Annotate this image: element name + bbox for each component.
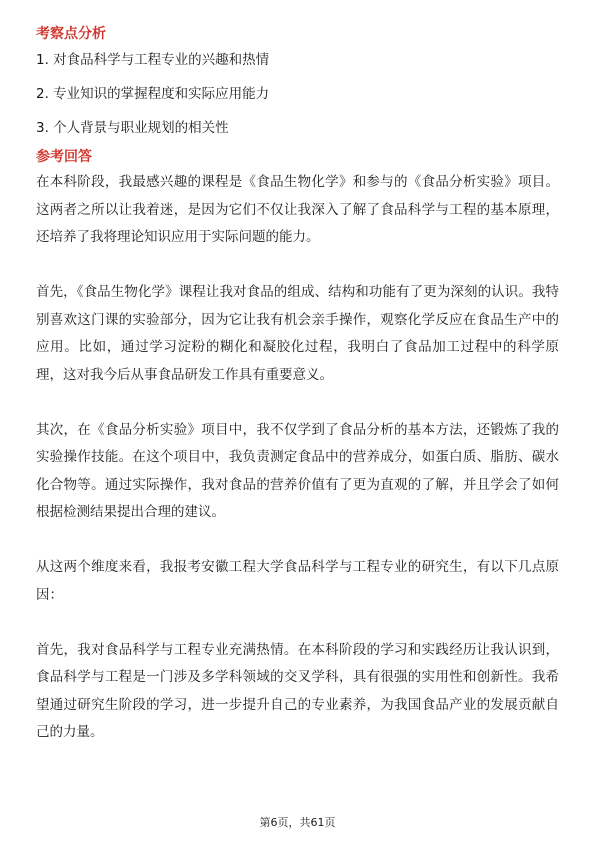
answer-body <box>36 169 559 747</box>
answer-paragraph: 在本科阶段，我最感兴趣的课程是《食品生物化学》和参与的《食品分析实验》项目。这两者之所以让我着迷，是因为它们不仅让我深入了解了食品科学与工程的基本原理，还培养了我将理论知识应用于实际问题的能力。 <box>36 174 559 245</box>
list-item: 1. 对食品科学与工程专业的兴趣和热情 <box>36 52 270 68</box>
answer-title: 参考回答 <box>36 149 92 165</box>
analysis-title: 考察点分析 <box>36 26 106 42</box>
answer-paragraph: 首先，我对食品科学与工程专业充满热情。在本科阶段的学习和实践经历让我认识到，食品科学与工程是一门涉及多学科领域的交叉学科，具有很强的实用性和创新性。我希望通过研究生阶段的学习，进一步提升自己的专业素养，为我国食品产业的发展贡献自己的力量。 <box>36 641 559 740</box>
document-page <box>36 22 559 747</box>
answer-paragraph: 首先，《食品生物化学》课程让我对食品的组成、结构和功能有了更为深刻的认识。我特别喜欢这门课的实验部分，因为它让我有机会亲手操作，观察化学反应在食品生产中的应用。比如，通过学习淀粉的糊化和凝胶化过程，我明白了食品加工过程中的科学原理，这对我今后从事食品研发工作具有重要意义。 <box>36 284 559 383</box>
analysis-list <box>36 46 559 143</box>
answer-paragraph: 从这两个维度来看，我报考安徽工程大学食品科学与工程专业的研究生，有以下几点原因： <box>36 559 559 603</box>
list-item: 3. 个人背景与职业规划的相关性 <box>36 120 229 136</box>
list-item: 2. 专业知识的掌握程度和实际应用能力 <box>36 86 270 102</box>
page-number: 第6页，共61页 <box>259 816 336 829</box>
answer-paragraph: 其次，在《食品分析实验》项目中，我不仅学到了食品分析的基本方法，还锻炼了我的实验操作技能。在这个项目中，我负责测定食品中的营养成分，如蛋白质、脂肪、碳水化合物等。通过实际操作，我对食品的营养价值有了更为直观的了解，并且学会了如何根据检测结果提出合理的建议。 <box>36 421 559 520</box>
